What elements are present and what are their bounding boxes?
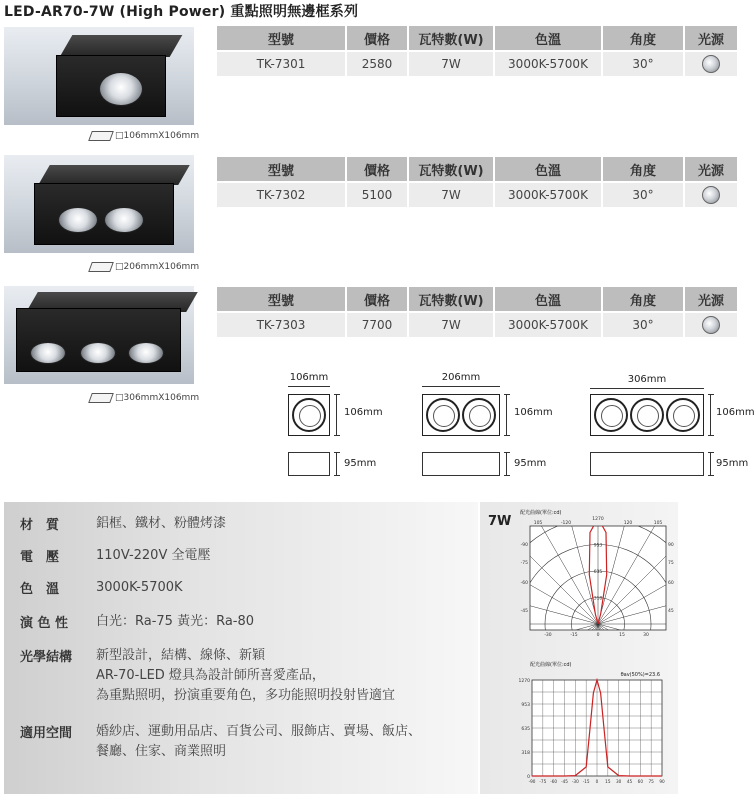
angle-tick-right: 60 [668,581,674,586]
product-photo-3 [4,286,194,384]
angle-tick-right: 90 [668,543,674,548]
x-tick-label: -30 [571,779,579,784]
cell-wattage: 7W [409,183,493,207]
spec-table-2 [215,155,739,209]
radial-tick-label: 318 [593,596,603,602]
depth-label: 95mm [716,458,749,469]
box-outline-icon [88,131,114,141]
x-tick-label: -15 [582,779,590,784]
spec-table-1 [215,24,739,78]
header-cct: 色溫 [495,157,601,181]
header-wattage: 瓦特數(W) [409,287,493,311]
product-photo-2 [4,155,194,253]
y-tick-label: 318 [521,750,530,756]
polar-light-distribution-chart [510,508,672,638]
header-model: 型號 [217,287,345,311]
cell-model: TK-7303 [217,313,345,337]
x-tick-label: -75 [539,779,547,784]
angle-tick-right: 45 [668,609,674,614]
header-angle: 角度 [603,26,683,50]
cell-model: TK-7301 [217,52,345,76]
depth-label: 95mm [514,458,547,469]
cell-angle: 30° [603,183,683,207]
y-tick-label: 1270 [518,679,530,684]
x-tick-label: 45 [626,779,633,784]
led-bulb-icon [702,186,720,204]
angle-tick-bottom: -30 [544,633,552,638]
header-price: 價格 [347,157,407,181]
cell-source [685,52,737,76]
dimension-label-3: □306mmX106mm [90,393,199,403]
spec-table-3 [215,285,739,339]
cell-source [685,183,737,207]
header-source: 光源 [685,157,737,181]
cell-source [685,313,737,337]
x-tick-label: 0 [595,779,599,784]
header-wattage: 瓦特數(W) [409,26,493,50]
height-label: 106mm [344,407,383,418]
y-tick-label: 953 [521,702,530,708]
page-title: LED-AR70-7W (High Power) 重點照明無邊框系列 [4,4,359,20]
angle-tick-left: -60 [520,581,528,586]
x-tick-label: -60 [550,779,558,784]
cell-wattage: 7W [409,313,493,337]
dimension-label-2: □206mmX106mm [90,262,199,272]
chart-annotation: θav(50%)=23.6 [620,672,660,678]
header-model: 型號 [217,157,345,181]
led-bulb-icon [702,316,720,334]
depth-label: 95mm [344,458,377,469]
cell-cct: 3000K-5700K [495,313,601,337]
radial-tick-label: 1270 [592,517,604,522]
angle-tick-left: -45 [520,609,528,614]
angle-tick-bottom: 30 [643,633,649,638]
wattage-label: 7W [488,514,512,529]
x-tick-label: 60 [637,779,644,784]
header-price: 價格 [347,26,407,50]
radial-tick-label: 635 [593,570,603,575]
chart-title: 配光曲線(單位:cd) [520,510,562,516]
angle-tick-top: 120 [623,521,633,526]
y-tick-label: 0 [527,775,530,780]
cell-wattage: 7W [409,52,493,76]
cell-cct: 3000K-5700K [495,52,601,76]
y-tick-label: 635 [521,727,530,732]
angle-tick-bottom: -15 [570,633,578,638]
header-angle: 角度 [603,157,683,181]
cell-price: 7700 [347,313,407,337]
angle-tick-top: -120 [560,521,572,526]
linear-light-distribution-chart [510,660,672,790]
angle-tick-right: 75 [668,561,674,566]
angle-tick-bottom: 0 [596,633,600,638]
width-label: 206mm [441,372,481,383]
x-tick-label: 75 [648,779,654,784]
angle-tick-top: 105 [533,521,543,526]
header-source: 光源 [685,26,737,50]
x-tick-label: -90 [528,779,536,784]
height-label: 106mm [716,407,755,418]
x-tick-label: 15 [605,779,611,784]
cell-model: TK-7302 [217,183,345,207]
angle-tick-left: -90 [520,543,528,548]
box-outline-icon [88,262,114,272]
product-photo-1 [4,27,194,125]
x-tick-label: -45 [561,779,568,784]
cell-cct: 3000K-5700K [495,183,601,207]
header-wattage: 瓦特數(W) [409,157,493,181]
angle-tick-left: -75 [520,561,528,566]
led-bulb-icon [702,55,720,73]
angle-tick-top: 105 [653,521,663,526]
width-label: 306mm [627,374,667,385]
radial-tick-label: 953 [593,543,603,549]
dimension-label-1: □106mmX106mm [90,131,199,141]
angle-tick-bottom: 15 [619,633,625,638]
chart-title: 配光曲線(單位:cd) [530,662,572,668]
x-tick-label: 90 [659,779,665,784]
cell-angle: 30° [603,313,683,337]
header-angle: 角度 [603,287,683,311]
header-model: 型號 [217,26,345,50]
box-outline-icon [88,393,114,403]
header-source: 光源 [685,287,737,311]
header-price: 價格 [347,287,407,311]
height-label: 106mm [514,407,553,418]
cell-price: 2580 [347,52,407,76]
cell-price: 5100 [347,183,407,207]
width-label: 106mm [289,372,329,383]
header-cct: 色溫 [495,287,601,311]
x-tick-label: 30 [615,779,622,784]
header-cct: 色溫 [495,26,601,50]
cell-angle: 30° [603,52,683,76]
